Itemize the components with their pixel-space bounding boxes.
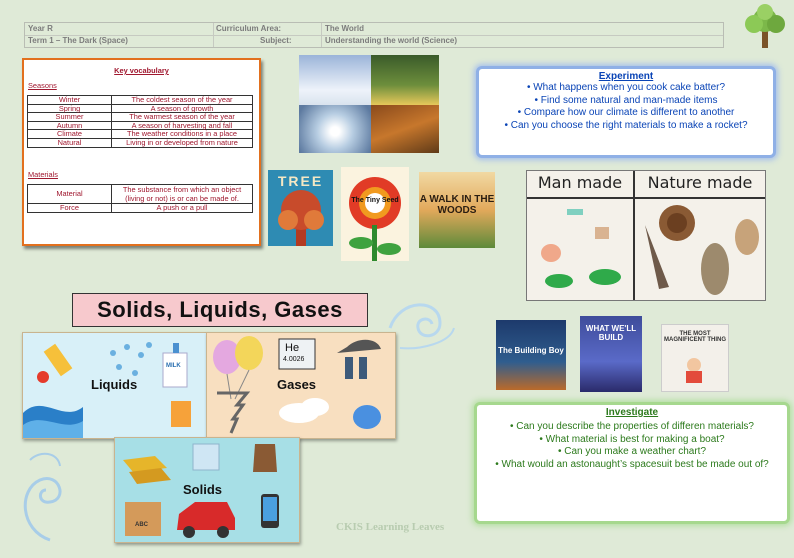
solids-label: Solids xyxy=(183,482,223,497)
list-item: • What would an astonaught’s spacesuit best be made out of? xyxy=(495,458,769,470)
definition-cell: Living in or developed from nature xyxy=(112,138,253,147)
nature-made-label: Nature made xyxy=(647,173,753,192)
book-title: THE MOST MAGNIFICENT THING xyxy=(664,331,726,343)
seasons-collage-image xyxy=(299,55,439,153)
sorting-objects-icon xyxy=(527,197,765,300)
term-cell: Material xyxy=(28,185,112,204)
book-title: The Building Boy xyxy=(498,346,564,355)
definition-cell: The weather conditions in a place xyxy=(112,130,253,139)
list-item: • Find some natural and man-made items xyxy=(534,94,718,106)
definition-cell: The coldest season of the year xyxy=(112,96,253,105)
book-cover-tree xyxy=(268,170,333,246)
milk-label: MILK xyxy=(166,363,181,369)
materials-table xyxy=(27,184,253,213)
term-cell: Force xyxy=(28,204,112,213)
helium-mass: 4.0026 xyxy=(283,356,305,363)
book-title: The Tiny Seed xyxy=(351,197,399,204)
term-cell: Winter xyxy=(28,96,112,105)
abc-label: ABC xyxy=(135,522,148,528)
year-label: Year R xyxy=(28,24,53,33)
table-row xyxy=(28,204,253,213)
liquids-label: Liquids xyxy=(91,377,138,392)
swirl-decoration-icon xyxy=(10,440,80,550)
definition-cell: The warmest season of the year xyxy=(112,113,253,122)
term-cell: Climate xyxy=(28,130,112,139)
definition-cell: A season of growth xyxy=(112,104,253,113)
experiment-box xyxy=(476,66,776,158)
table-row xyxy=(28,185,253,204)
investigate-box xyxy=(474,402,790,524)
seasons-heading: Seasons xyxy=(28,81,57,90)
key-vocabulary-card xyxy=(22,58,261,246)
man-made-label: Man made xyxy=(537,173,623,192)
definition-cell: A season of harvesting and fall xyxy=(112,121,253,130)
curriculum-value: The World xyxy=(325,24,364,33)
table-row xyxy=(28,138,253,147)
helium-symbol: He xyxy=(285,342,300,354)
definition-cell: A push or a pull xyxy=(112,204,253,213)
gases-tile xyxy=(206,332,396,439)
book-cover-magnificent-thing xyxy=(661,324,729,392)
book-cover-tiny-seed xyxy=(341,167,409,261)
list-item: • Can you describe the properties of differen materials? xyxy=(509,421,754,432)
header-table xyxy=(24,22,724,48)
subject-value: Understanding the world (Science) xyxy=(325,36,458,45)
gases-label: Gases xyxy=(277,377,317,392)
list-item: • What happens when you cook cake batter? xyxy=(526,82,726,93)
seasons-table xyxy=(27,95,253,148)
term-cell: Summer xyxy=(28,113,112,122)
sorting-board-image xyxy=(526,170,766,301)
list-item: • Compare how our climate is different to another xyxy=(517,107,735,118)
curriculum-label: Curriculum Area: xyxy=(216,24,282,33)
solids-tile xyxy=(114,437,300,543)
definition-cell: The substance from which an object (living or not) is or can be made of. xyxy=(112,185,253,204)
book-title: TREE xyxy=(277,173,324,189)
table-row xyxy=(28,113,253,122)
book-title: A WALK IN THE WOODS xyxy=(419,194,495,216)
list-item: • Can you choose the right materials to make a rocket? xyxy=(504,119,748,131)
experiment-title: Experiment xyxy=(598,71,654,82)
table-row xyxy=(28,96,253,105)
term-label: Term 1 – The Dark (Space) xyxy=(28,36,128,45)
liquids-tile xyxy=(22,332,208,439)
term-cell: Autumn xyxy=(28,121,112,130)
list-item: • What material is best for making a boat? xyxy=(539,433,725,445)
book-cover-what-we-build xyxy=(580,316,642,392)
vocab-title: Key vocabulary xyxy=(114,66,169,75)
subject-label: Subject: xyxy=(260,36,292,45)
list-item: • Can you make a weather chart? xyxy=(557,446,707,457)
tree-logo-icon xyxy=(742,2,788,50)
investigate-title: Investigate xyxy=(605,407,659,418)
states-of-matter-title: Solids, Liquids, Gases xyxy=(72,293,368,327)
flower-icon xyxy=(341,167,409,261)
book-cover-building-boy xyxy=(496,320,566,390)
book-title: WHAT WE'LL BUILD xyxy=(585,324,637,342)
girl-illustration-icon xyxy=(670,355,720,385)
footer-credit: CKIS Learning Leaves xyxy=(336,521,445,533)
book-cover-walk-woods xyxy=(419,172,495,248)
term-cell: Spring xyxy=(28,104,112,113)
term-cell: Natural xyxy=(28,138,112,147)
materials-heading: Materials xyxy=(28,170,58,179)
